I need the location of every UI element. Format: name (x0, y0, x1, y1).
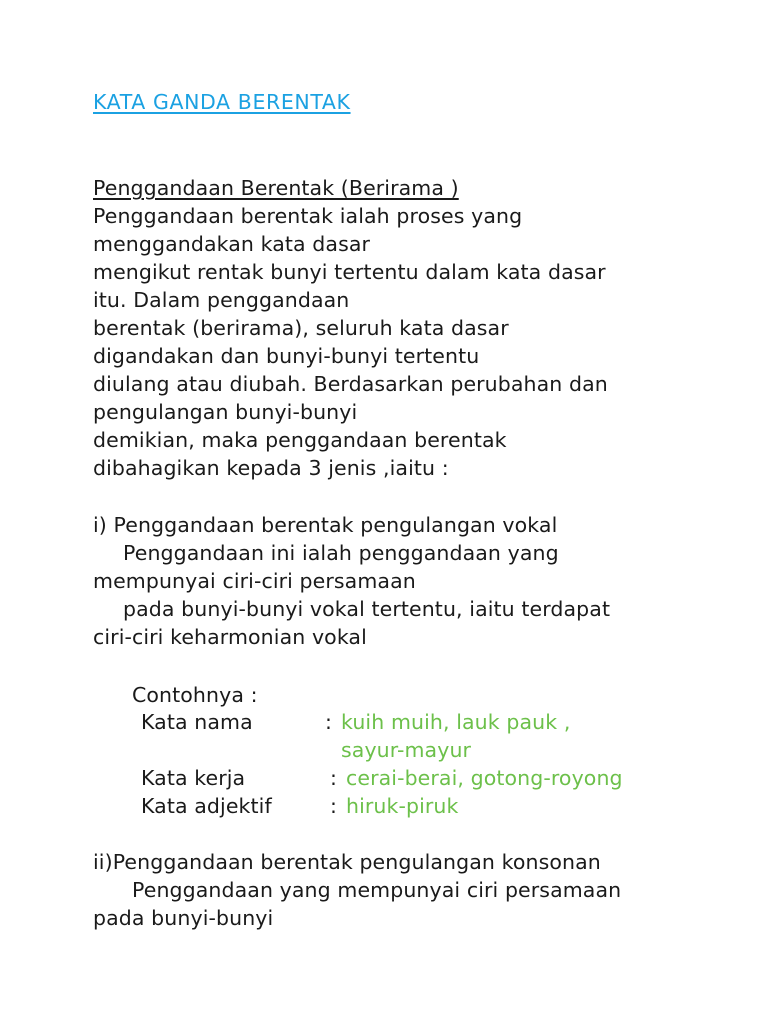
intro-line: Penggandaan berentak ialah proses yang (93, 204, 523, 228)
section1-desc-line: Penggandaan ini ialah penggandaan yang (123, 541, 559, 565)
intro-line: demikian, maka penggandaan berentak (93, 428, 507, 452)
examples-label: Contohnya : (132, 683, 258, 707)
intro-line: menggandakan kata dasar (93, 232, 371, 256)
intro-line: dibahagikan kepada 3 jenis ,iaitu : (93, 456, 449, 480)
example-separator: : (330, 766, 338, 790)
example-label-adjective: Kata adjektif (141, 794, 272, 818)
section1-desc-line: ciri-ciri keharmonian vokal (93, 625, 367, 649)
example-value-noun: kuih muih, lauk pauk , (341, 710, 571, 734)
example-value-verb: cerai-berai, gotong-royong (346, 766, 623, 790)
intro-line: diulang atau diubah. Berdasarkan perubahan dan (93, 372, 608, 396)
section1-desc-line: mempunyai ciri-ciri persamaan (93, 569, 416, 593)
intro-line: digandakan dan bunyi-bunyi tertentu (93, 344, 480, 368)
example-label-noun: Kata nama (141, 710, 253, 734)
intro-line: mengikut rentak bunyi tertentu dalam kata dasar (93, 260, 606, 284)
section2-heading: ii)Penggandaan berentak pengulangan konsonan (93, 850, 601, 874)
example-value-noun-cont: sayur-mayur (341, 738, 472, 762)
example-separator: : (330, 794, 338, 818)
example-value-adjective: hiruk-piruk (346, 794, 459, 818)
section1-heading: i) Penggandaan berentak pengulangan vokal (93, 513, 558, 537)
intro-line: itu. Dalam penggandaan (93, 288, 350, 312)
intro-line: pengulangan bunyi-bunyi (93, 400, 358, 424)
section2-desc-line: pada bunyi-bunyi (93, 906, 274, 930)
section2-desc-line: Penggandaan yang mempunyai ciri persamaan (132, 878, 622, 902)
example-separator: : (325, 710, 333, 734)
example-label-verb: Kata kerja (141, 766, 246, 790)
section1-desc-line: pada bunyi-bunyi vokal tertentu, iaitu terdapat (123, 597, 611, 621)
intro-line: berentak (berirama), seluruh kata dasar (93, 316, 509, 340)
document-title: KATA GANDA BERENTAK (93, 90, 351, 114)
subheading: Penggandaan Berentak (Berirama ) (93, 176, 459, 200)
